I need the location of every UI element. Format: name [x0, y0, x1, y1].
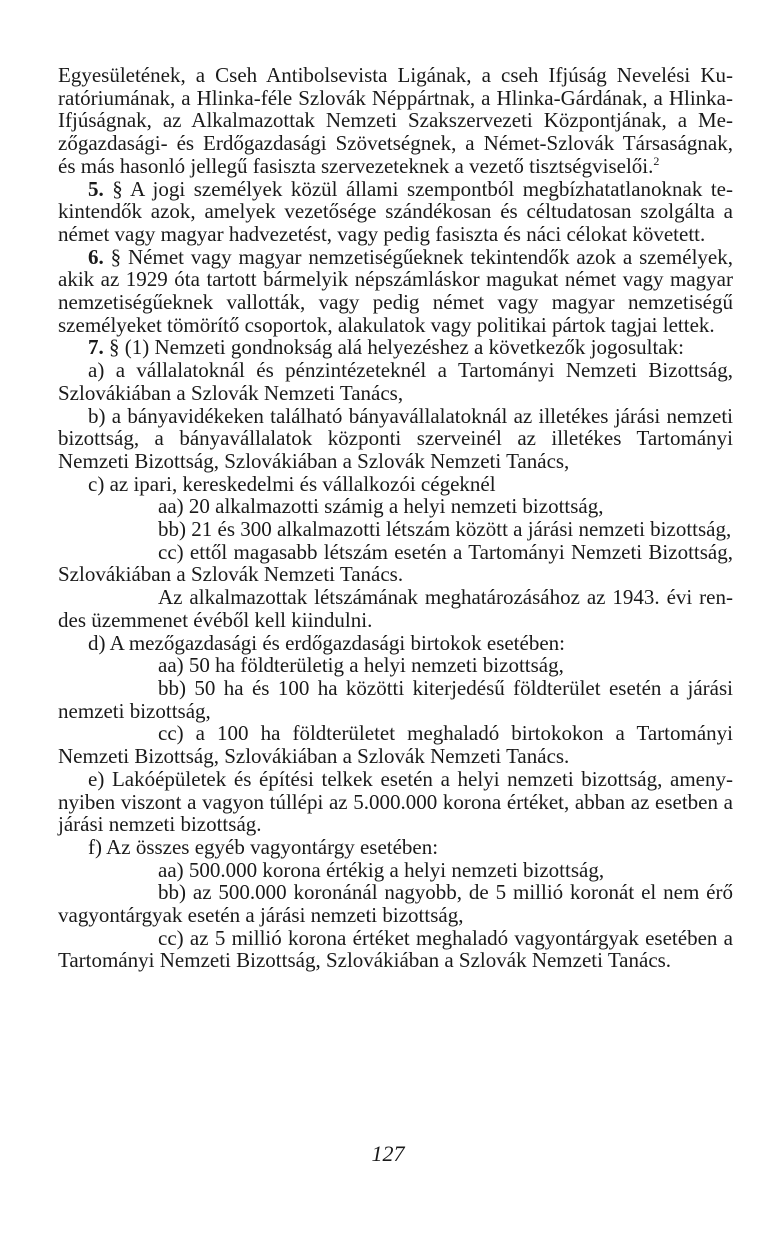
paragraph [58, 859, 733, 882]
page-number: 127 [371, 1141, 405, 1166]
paragraph-text: d) A mezőgazdasági és erdőgazdasági birtokok esetében: [88, 630, 565, 655]
paragraph [58, 586, 733, 631]
paragraph [58, 246, 733, 337]
section-number: 6. [88, 244, 104, 269]
paragraph [58, 927, 733, 972]
paragraph [58, 677, 733, 722]
paragraph [58, 654, 733, 677]
paragraph [58, 336, 733, 359]
paragraph [58, 64, 733, 178]
paragraph-text: § A jogi személyek közül állami szempontból megbízhatatlanoknak tekintendők azok, amelyek vezetősége szándékosan és céltudatosan szolgálta a német vagy magyar hadvezetést, vagy pedig fasiszta és náci célokat követett. [58, 176, 733, 246]
paragraph [58, 473, 733, 496]
paragraph [58, 881, 733, 926]
paragraph-text: § Német vagy magyar nemzetiségűeknek tekintendők azok a személyek, akik az 1929 óta tartott bármelyik népszámláskor magukat német vagy magyar nemzetiségűeknek vallották, vagy pedig német vagy magyar nemzetiségű személyeket tömörítő csoportok, alakulatok vagy politikai pártok tagjai lettek. [58, 244, 733, 337]
paragraph-text: aa) 500.000 korona értékig a helyi nemzeti bizottság, [158, 857, 605, 882]
paragraph [58, 178, 733, 246]
paragraph-text: cc) a 100 ha földterületet meghaladó birtokokon a Tartományi Nemzeti Bizottság, Szlovákiában a Szlovák Nemzeti Tanács. [58, 721, 733, 769]
paragraph-text: e) Lakóépületek és építési telkek esetén a helyi nemzeti bizottság, amenynyiben viszont a vagyon túllépi az 5.000.000 korona értéket, abban az esetben a járási nemzeti bizottság. [58, 766, 733, 837]
paragraph-text: a) a vállalatoknál és pénzintézeteknél a Tartományi Nemzeti Bizottság, Szlovákiában a Szlovák Nemzeti Tanács, [58, 358, 733, 405]
paragraph-text: aa) 50 ha földterületig a helyi nemzeti bizottság, [158, 653, 564, 678]
paragraph-text: c) az ipari, kereskedelmi és vállalkozói cégeknél [88, 471, 496, 496]
paragraph-text: aa) 20 alkalmazotti számig a helyi nemzeti bizottság, [158, 494, 604, 519]
section-number: 7. [88, 335, 104, 360]
paragraph [58, 405, 733, 473]
paragraph [58, 359, 733, 404]
paragraph-text: Egyesületének, a Cseh Antibolsevista Ligának, a cseh Ifjúság Nevelési Kuratóriumának, a Hlinka-féle Szlovák Néppártnak, a Hlinka-Gárdának, a Hlinka-Ifjúságnak, az Alkalmazottak Nemzeti Szakszervezeti Központjának, a Mezőgazdasági- és Erdőgazdasági Szövetségnek, a Német-Szlovák Társaságnak, és más hasonló jellegű fasiszta szervezeteknek a vezető tisztségviselői. [58, 63, 733, 178]
paragraph-text: bb) az 500.000 koronánál nagyobb, de 5 millió koronát el nem érő vagyontárgyak esetén a járási nemzeti bizottság, [58, 880, 733, 928]
paragraph-text: Az alkalmazottak létszámának meghatározásához az 1943. évi rendes üzemmenet évéből kell kiindulni. [58, 585, 733, 632]
paragraph [58, 518, 733, 541]
paragraph-text: f) Az összes egyéb vagyontárgy esetében: [88, 834, 439, 859]
footnote-ref: 2 [653, 153, 660, 168]
section-number: 5. [88, 176, 104, 201]
paragraph-text: cc) az 5 millió korona értéket meghaladó vagyontárgyak esetében a Tartományi Nemzeti Bizottság, Szlovákiában a Szlovák Nemzeti Tanács. [58, 925, 733, 973]
paragraph-text: § (1) Nemzeti gondnokság alá helyezéshez a következők jogosultak: [103, 335, 684, 360]
paragraph [58, 495, 733, 518]
paragraph [58, 722, 733, 767]
paragraph-text: b) a bányavidékeken található bányavállalatoknál az illetékes járási nemzeti bizottság, a bányavállalatok központi szerveinél az illetékes Tartományi Nemzeti Bizottság, Szlovákiában a Szlovák Nemzeti Tanács, [58, 403, 733, 473]
paragraph-text: bb) 21 és 300 alkalmazotti létszám között a járási nemzeti bizottság, [158, 517, 732, 542]
body-text [58, 64, 733, 972]
paragraph [58, 836, 733, 859]
paragraph [58, 632, 733, 655]
paragraph [58, 541, 733, 586]
paragraph-text: cc) ettől magasabb létszám esetén a Tartományi Nemzeti Bizottság, Szlovákiában a Szlovák Nemzeti Tanács. [58, 539, 733, 587]
paragraph-text: bb) 50 ha és 100 ha közötti kiterjedésű földterület esetén a járási nemzeti bizottság, [58, 675, 733, 723]
paragraph [58, 768, 733, 836]
